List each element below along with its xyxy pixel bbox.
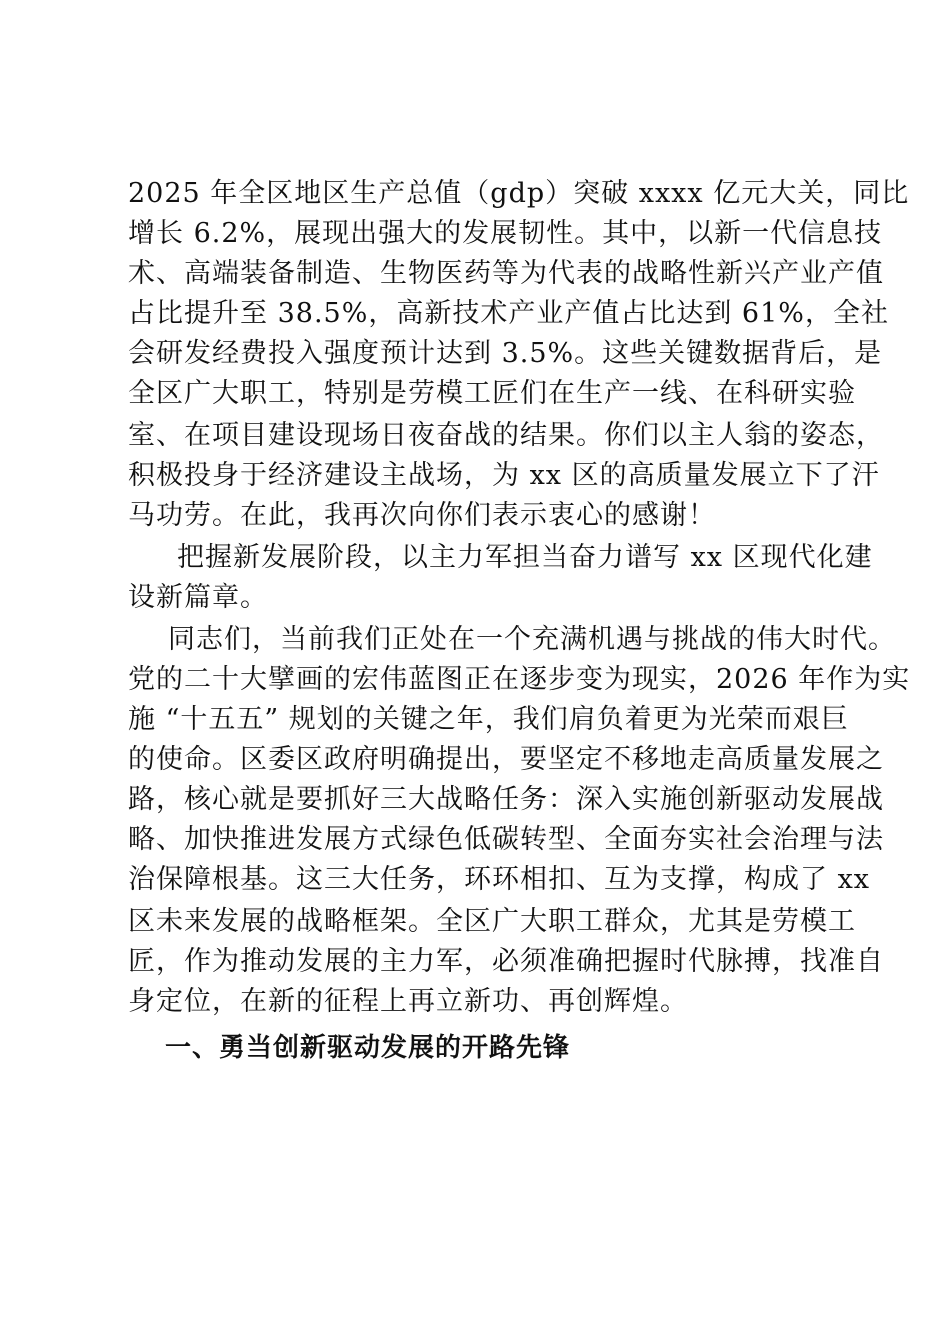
paragraph-line: 设新篇章。 [128,582,268,613]
paragraph-line: 身定位，在新的征程上再立新功、再创辉煌。 [128,986,688,1017]
section-heading: 一、勇当创新驱动发展的开路先锋 [165,1033,571,1063]
paragraph-line: 马功劳。在此，我再次向你们表示衷心的感谢！ [128,500,716,531]
paragraph-line: 把握新发展阶段，以主力军担当奋力谱写 xx 区现代化建 [177,542,873,573]
paragraph-line: 增长 6.2%，展现出强大的发展韧性。其中，以新一代信息技 [128,218,883,249]
paragraph-line: 术、高端装备制造、生物医药等为代表的战略性新兴产业产值 [128,258,884,289]
paragraph-line: 路，核心就是要抓好三大战略任务：深入实施创新驱动发展战 [128,784,884,815]
paragraph-line: 区未来发展的战略框架。全区广大职工群众，尤其是劳模工 [128,906,856,937]
paragraph-line: 匠，作为推动发展的主力军，必须准确把握时代脉搏，找准自 [128,946,884,977]
paragraph-line: 积极投身于经济建设主战场，为 xx 区的高质量发展立下了汗 [128,460,880,491]
paragraph-line: 党的二十大擘画的宏伟蓝图正在逐步变为现实，2026 年作为实 [128,664,911,695]
paragraph-line: 的使命。区委区政府明确提出，要坚定不移地走高质量发展之 [128,744,884,775]
paragraph-line: 全区广大职工，特别是劳模工匠们在生产一线、在科研实验 [128,378,856,409]
paragraph-line: 同志们，当前我们正处在一个充满机遇与挑战的伟大时代。 [168,624,896,655]
paragraph-line: 2025 年全区地区生产总值（gdp）突破 xxxx 亿元大关，同比 [128,178,910,209]
paragraph-line: 占比提升至 38.5%，高新技术产业产值占比达到 61%，全社 [128,298,889,329]
paragraph-line: 治保障根基。这三大任务，环环相扣、互为支撑，构成了 xx [128,864,871,895]
paragraph-line: 施 “十五五” 规划的关键之年，我们肩负着更为光荣而艰巨 [128,704,849,735]
paragraph-line: 会研发经费投入强度预计达到 3.5%。这些关键数据背后，是 [128,338,883,369]
paragraph-line: 室、在项目建设现场日夜奋战的结果。你们以主人翁的姿态， [128,420,884,451]
paragraph-line: 略、加快推进发展方式绿色低碳转型、全面夯实社会治理与法 [128,824,884,855]
